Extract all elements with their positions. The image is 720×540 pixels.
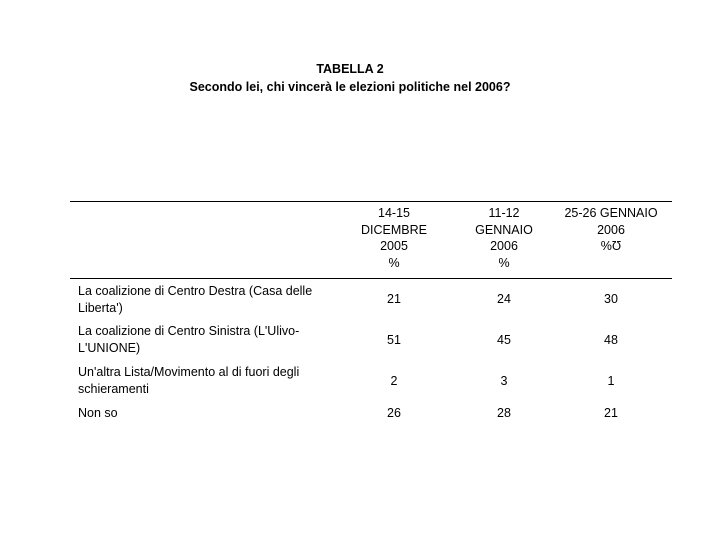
row-label: Non so xyxy=(78,406,118,420)
table-title xyxy=(0,60,700,96)
column-header-dec-2005 xyxy=(338,205,450,271)
cell-value: 1 xyxy=(607,374,615,388)
column-header-line: % xyxy=(388,255,400,270)
table-row xyxy=(70,364,672,400)
cell-value: 24 xyxy=(497,292,511,306)
cell-value: 51 xyxy=(387,333,401,347)
column-header-line: 2005 xyxy=(380,239,408,253)
column-header-line: 2006 xyxy=(597,222,625,237)
column-header-line: 11-12 xyxy=(488,206,520,220)
header-top-rule xyxy=(70,201,672,202)
column-header-line: DICEMBRE xyxy=(361,222,427,237)
column-header-line: 2006 xyxy=(490,239,518,253)
cell-value: 21 xyxy=(387,292,401,306)
table-question: Secondo lei, chi vincerà le elezioni politiche nel 2006? xyxy=(189,80,511,94)
cell-value: 3 xyxy=(500,374,508,388)
column-header-line: GENNAIO xyxy=(475,222,533,237)
cell-value: 30 xyxy=(604,292,618,306)
cell-value: 45 xyxy=(497,333,511,347)
cell-value: 26 xyxy=(387,406,401,420)
row-label: La coalizione di Centro Destra (Casa delle Liberta') xyxy=(78,284,313,315)
column-header-line: 14-15 xyxy=(378,206,410,220)
cell-value: 48 xyxy=(604,333,618,347)
header-bottom-rule xyxy=(70,278,672,279)
cell-value: 28 xyxy=(497,406,511,420)
cell-value: 2 xyxy=(390,374,398,388)
column-header-jan-2006 xyxy=(448,205,560,271)
column-header-line: % xyxy=(498,255,510,270)
table-row xyxy=(70,405,672,425)
table-row xyxy=(70,283,672,319)
row-label: La coalizione di Centro Sinistra (L'Ulivo-L'UNIONE) xyxy=(78,324,300,355)
table-number: TABELLA 2 xyxy=(316,62,384,76)
table-row xyxy=(70,323,672,359)
column-header-line: 25-26 GENNAIO xyxy=(564,206,658,220)
row-label: Un'altra Lista/Movimento al di fuori degli schieramenti xyxy=(78,365,300,396)
column-header-line: %Ʊ xyxy=(600,239,622,253)
column-header-late-jan-2006 xyxy=(551,205,671,255)
cell-value: 21 xyxy=(604,406,618,420)
